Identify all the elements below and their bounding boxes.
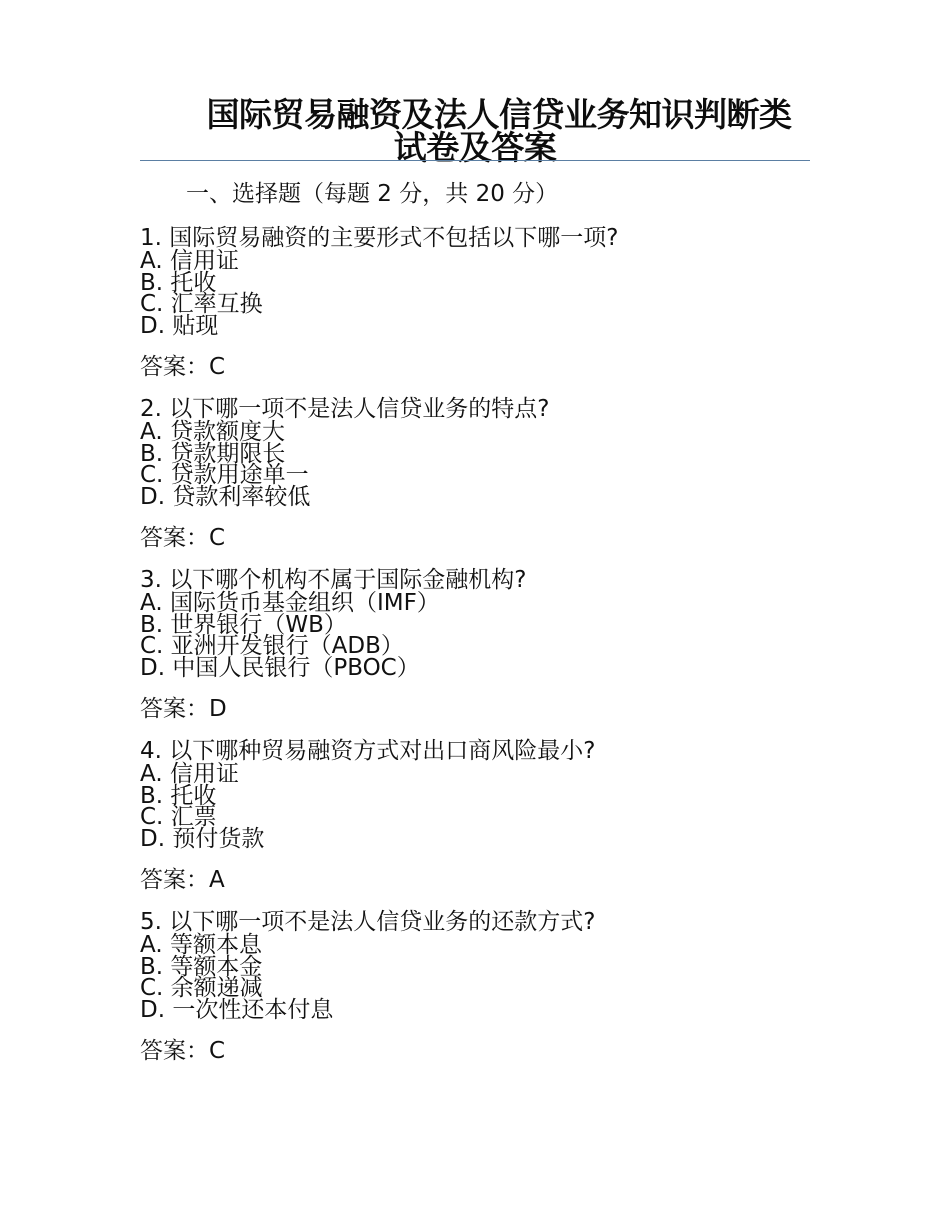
question-stem: 2. 以下哪一项不是法人信贷业务的特点?: [140, 396, 550, 422]
question-option: B. 托收: [140, 782, 217, 809]
question-option: D. 预付货款: [140, 825, 265, 852]
document-title-line-1: 国际贸易融资及法人信贷业务知识判断类: [206, 95, 792, 134]
question-list: [140, 225, 820, 1080]
question-option: C. 余额递减: [140, 975, 263, 1001]
question-answer: 答案：C: [140, 354, 226, 380]
question-1: [140, 225, 820, 381]
question-option: D. 贷款利率较低: [140, 483, 311, 510]
question-stem: 3. 以下哪个机构不属于国际金融机构?: [140, 567, 527, 593]
question-answer: 答案：C: [140, 525, 226, 551]
question-answer: 答案：D: [140, 696, 227, 722]
question-option: A. 信用证: [140, 761, 239, 787]
question-option: D. 贴现: [140, 312, 219, 339]
question-option: B. 托收: [140, 269, 217, 296]
document-title: [140, 95, 810, 167]
question-option: B. 世界银行（WB）: [140, 611, 347, 638]
question-option: B. 贷款期限长: [140, 440, 286, 467]
question-option: C. 汇率互换: [140, 291, 263, 317]
question-option: A. 信用证: [140, 248, 239, 274]
question-option: B. 等额本金: [140, 953, 263, 980]
question-option: C. 贷款用途单一: [140, 462, 309, 488]
question-2: [140, 396, 820, 552]
question-option: C. 汇票: [140, 804, 217, 830]
question-stem: 4. 以下哪种贸易融资方式对出口商风险最小?: [140, 738, 596, 764]
question-4: [140, 738, 820, 894]
question-option: A. 等额本息: [140, 932, 262, 958]
question-answer: 答案：C: [140, 1038, 226, 1064]
question-stem: 1. 国际贸易融资的主要形式不包括以下哪一项?: [140, 225, 619, 251]
question-answer: 答案：A: [140, 867, 225, 893]
question-option: C. 亚洲开发银行（ADB）: [140, 633, 404, 659]
question-option: D. 一次性还本付息: [140, 996, 334, 1023]
question-option: A. 贷款额度大: [140, 419, 285, 445]
section-heading: 一、选择题（每题 2 分，共 20 分）: [186, 181, 559, 207]
question-3: [140, 567, 820, 723]
document-title-line-2: 试卷及答案: [393, 128, 557, 167]
question-stem: 5. 以下哪一项不是法人信贷业务的还款方式?: [140, 909, 596, 935]
title-underline: [140, 160, 810, 161]
question-5: [140, 909, 820, 1065]
question-option: D. 中国人民银行（PBOC）: [140, 654, 420, 681]
question-option: A. 国际货币基金组织（IMF）: [140, 590, 440, 616]
